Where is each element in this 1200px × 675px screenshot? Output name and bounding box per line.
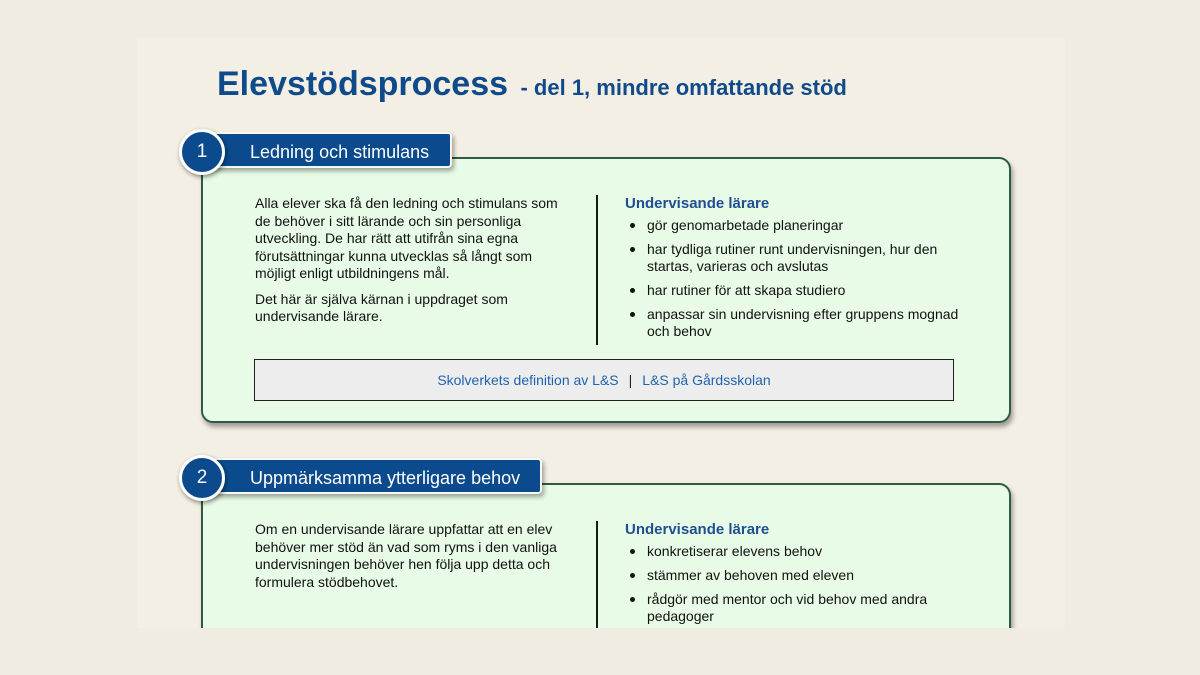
step-2-number-badge: 2 bbox=[179, 455, 225, 501]
step-1-header bbox=[202, 132, 452, 168]
page-title-main: Elevstödsprocess bbox=[217, 65, 509, 103]
skolverket-definition-link[interactable]: Skolverkets definition av L&S bbox=[437, 372, 619, 388]
step-2-title: Uppmärksamma ytterligare behov bbox=[250, 468, 521, 488]
page-title-subtitle: - del 1, mindre omfattande stöd bbox=[520, 75, 847, 100]
bullet-item: har rutiner för att skapa studiero bbox=[625, 282, 965, 299]
column-divider bbox=[596, 521, 598, 628]
step-1-paragraph: Alla elever ska få den ledning och stimulans som de behöver i sitt lärande och sin personliga utveckling. De har rätt att utifrån sina egna förutsättningar kunna utvecklas så långt som möjligt enligt utbildningens mål. bbox=[255, 195, 558, 281]
document-page bbox=[137, 38, 1065, 628]
ls-gardsskolan-link[interactable]: L&S på Gårdsskolan bbox=[642, 372, 771, 388]
step-1-bullet-list bbox=[625, 217, 965, 340]
step-1-number-badge: 1 bbox=[179, 129, 225, 175]
step-2-role-heading: Undervisande lärare bbox=[625, 521, 770, 538]
bullet-item: gör genomarbetade planeringar bbox=[625, 217, 965, 234]
step-2-role-column bbox=[625, 521, 965, 628]
step-2-header bbox=[202, 458, 542, 494]
bullet-item: har tydliga rutiner runt undervisningen, hur den startas, varieras och avslutas bbox=[625, 241, 965, 275]
column-divider bbox=[596, 195, 598, 345]
step-1-paragraph: Det här är själva kärnan i uppdraget som undervisande lärare. bbox=[255, 290, 508, 324]
link-separator: | bbox=[628, 372, 633, 388]
step-2-bullet-list bbox=[625, 543, 965, 625]
step-1-role-column bbox=[625, 195, 965, 347]
step-1-role-heading: Undervisande lärare bbox=[625, 195, 770, 212]
bullet-item: stämmer av behoven med eleven bbox=[625, 567, 965, 584]
bullet-item: konkretiserar elevens behov bbox=[625, 543, 965, 560]
bullet-item: rådgör med mentor och vid behov med andra pedagoger bbox=[625, 591, 965, 625]
page-title bbox=[217, 65, 847, 104]
bullet-item: anpassar sin undervisning efter gruppens mognad och behov bbox=[625, 306, 965, 340]
step-1-description bbox=[255, 195, 575, 334]
step-2-description bbox=[255, 521, 575, 599]
step-1-box bbox=[201, 157, 1011, 423]
step-1-title: Ledning och stimulans bbox=[250, 142, 430, 162]
step-2-paragraph: Om en undervisande lärare uppfattar att en elev behöver mer stöd än vad som ryms i den vanliga undervisningen behöver hen följa upp detta och formulera stödbehovet. bbox=[255, 521, 557, 590]
step-1-links-bar bbox=[254, 359, 954, 401]
step-2-box bbox=[201, 483, 1011, 628]
